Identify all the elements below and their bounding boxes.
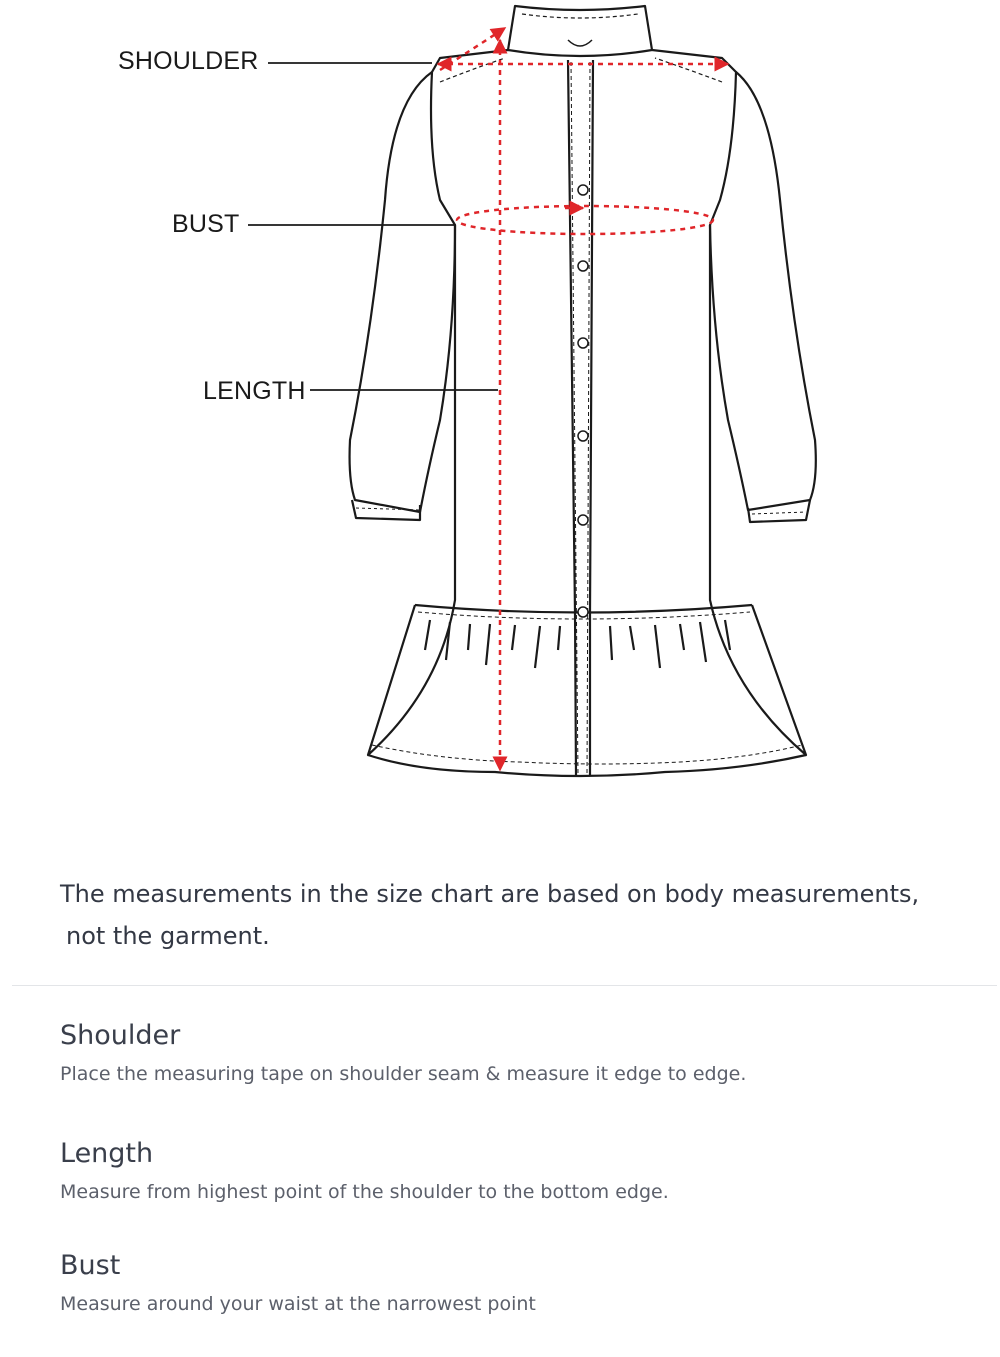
guide-text: Measure around your waist at the narrowest point bbox=[60, 1293, 536, 1315]
guide-shoulder bbox=[60, 1020, 960, 1085]
guide-bust bbox=[60, 1250, 960, 1315]
guide-length bbox=[60, 1138, 960, 1203]
length-label: LENGTH bbox=[203, 377, 306, 405]
bust-measure bbox=[457, 206, 713, 234]
guide-title: Bust bbox=[60, 1250, 121, 1281]
measure-lines bbox=[438, 28, 728, 770]
callout-lines bbox=[248, 63, 498, 390]
divider bbox=[12, 985, 997, 986]
dress-outline bbox=[350, 6, 816, 776]
guide-title: Shoulder bbox=[60, 1020, 181, 1051]
size-note-line-2: not the garment. bbox=[66, 922, 270, 950]
guide-text: Place the measuring tape on shoulder seam & measure it edge to edge. bbox=[60, 1063, 747, 1085]
guide-title: Length bbox=[60, 1138, 154, 1169]
guide-text: Measure from highest point of the shoulder to the bottom edge. bbox=[60, 1181, 669, 1203]
shoulder-label: SHOULDER bbox=[118, 47, 259, 75]
bust-label: BUST bbox=[172, 210, 240, 238]
size-note bbox=[60, 873, 960, 957]
size-note-line-1: The measurements in the size chart are based on body measurements, bbox=[60, 880, 920, 908]
